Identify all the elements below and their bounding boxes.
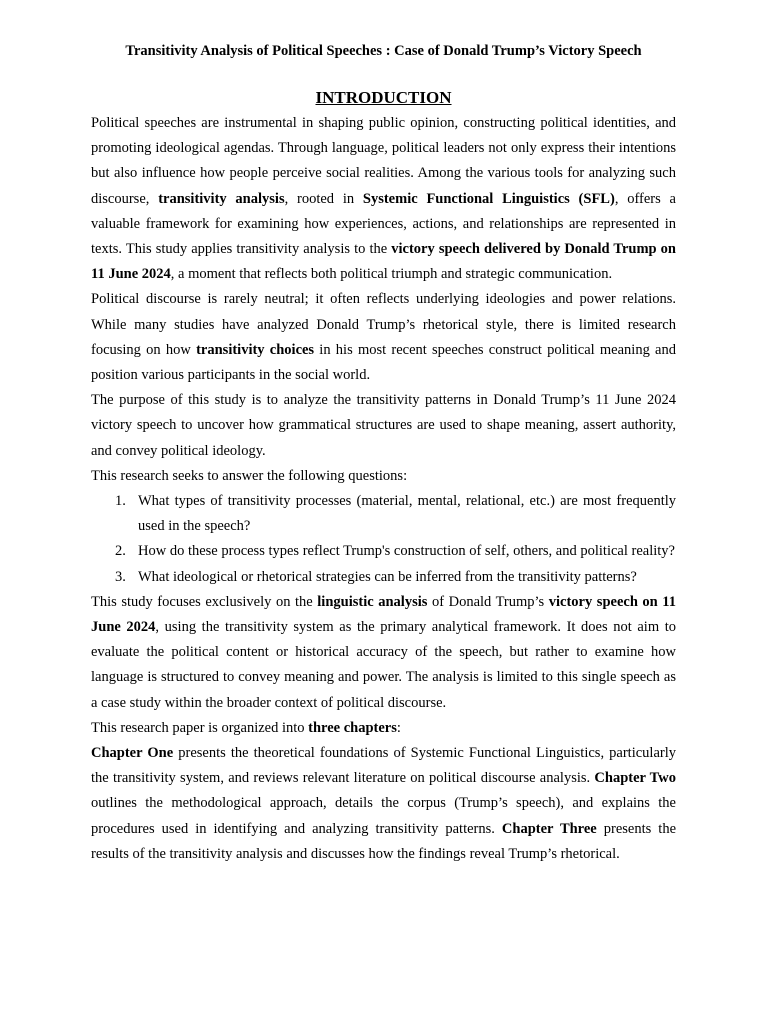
paragraph-text: Political discourse is rarely neutral; it often reflects underlying ideologies and power relations. While many studies have analyzed Donald Trump’s rhetorical style, there is limited research focusing on how bbox=[91, 291, 676, 358]
term-victory-speech-date: victory speech on 11 June 2024 bbox=[91, 593, 677, 636]
paragraph-text: This study focuses exclusively on the bbox=[91, 593, 318, 610]
document-title: Transitivity Analysis of Political Speeches : Case of Donald Trump’s Victory Speech bbox=[125, 43, 642, 59]
term-transitivity-analysis: transitivity analysis bbox=[158, 190, 285, 207]
paragraph-questions-intro: This research seeks to answer the following questions: bbox=[91, 467, 408, 484]
term-chapter-two: Chapter Two bbox=[594, 770, 677, 787]
term-chapter-three: Chapter Three bbox=[501, 820, 597, 837]
paragraph-text: , offers a valuable framework for examining how experiences, actions, and relationships are represented in texts. This study applies transitivity analysis to the bbox=[91, 190, 676, 258]
document-page bbox=[91, 41, 676, 867]
question-text: How do these process types reflect Trump's construction of self, others, and political reality? bbox=[138, 543, 675, 560]
paragraph-text: presents the results of the transitivity analysis and discusses how the findings reveal Trump’s rhetorical. bbox=[91, 820, 677, 862]
term-transitivity-choices: transitivity choices bbox=[196, 341, 315, 358]
question-number: 3. bbox=[115, 568, 126, 585]
paragraph-text: , using the transitivity system as the primary analytical framework. It does not aim to evaluate the political content or historical accuracy of the speech, but rather to examine how language is structured to convey meaning and power. The analysis is limited to this single speech as a case study within the broader context of political discourse. bbox=[91, 619, 676, 711]
paragraph-text: Political speeches are instrumental in shaping public opinion, constructing political identities, and promoting ideological agendas. Through language, political leaders not only express their intentions but also influence how people perceive social realities. Among the various tools for analyzing such discourse, bbox=[91, 115, 676, 207]
term-three-chapters: three chapters bbox=[308, 719, 397, 736]
paragraph-text: , a moment that reflects both political triumph and strategic communication. bbox=[170, 266, 613, 283]
research-questions-list bbox=[91, 489, 676, 590]
paragraph-scope bbox=[91, 590, 676, 716]
research-question-item bbox=[91, 489, 676, 539]
paragraph-background bbox=[91, 111, 676, 287]
paragraph-text: : bbox=[396, 719, 401, 736]
paragraph-chapters bbox=[91, 741, 676, 867]
research-question-item bbox=[91, 539, 676, 564]
term-victory-speech: victory speech delivered by Donald Trump on 11 June 2024 bbox=[91, 241, 676, 283]
term-chapter-one: Chapter One bbox=[91, 745, 174, 762]
paragraph-text: of Donald Trump’s bbox=[427, 593, 549, 610]
paragraph-purpose: The purpose of this study is to analyze the transitivity patterns in Donald Trump’s 11 June 2024 victory speech to uncover how grammatical structures are used to shape meaning, assert authority, and convey political ideology. bbox=[91, 392, 676, 459]
paragraph-problem bbox=[91, 287, 676, 388]
section-heading-introduction: INTRODUCTION bbox=[315, 88, 452, 107]
term-sfl: Systemic Functional Linguistics (SFL) bbox=[362, 190, 615, 207]
paragraph-text: , rooted in bbox=[284, 190, 363, 207]
question-number: 2. bbox=[115, 543, 126, 560]
research-question-item bbox=[91, 565, 676, 590]
question-number: 1. bbox=[115, 493, 126, 510]
question-text: What ideological or rhetorical strategies can be inferred from the transitivity patterns? bbox=[138, 568, 637, 585]
question-text: What types of transitivity processes (material, mental, relational, etc.) are most frequently used in the speech? bbox=[138, 493, 676, 535]
paragraph-text: in his most recent speeches construct political meaning and position various participants in the social world. bbox=[91, 341, 676, 384]
paragraph-text: This research paper is organized into bbox=[91, 719, 309, 736]
paragraph-text: presents the theoretical foundations of Systemic Functional Linguistics, particularly the transitivity system, and reviews relevant literature on political discourse analysis. bbox=[91, 745, 676, 787]
paragraph-organization bbox=[91, 716, 676, 741]
term-linguistic-analysis: linguistic analysis bbox=[317, 593, 428, 610]
paragraph-text: outlines the methodological approach, details the corpus (Trump’s speech), and explains the procedures used in identifying and analyzing transitivity patterns. bbox=[91, 795, 676, 837]
